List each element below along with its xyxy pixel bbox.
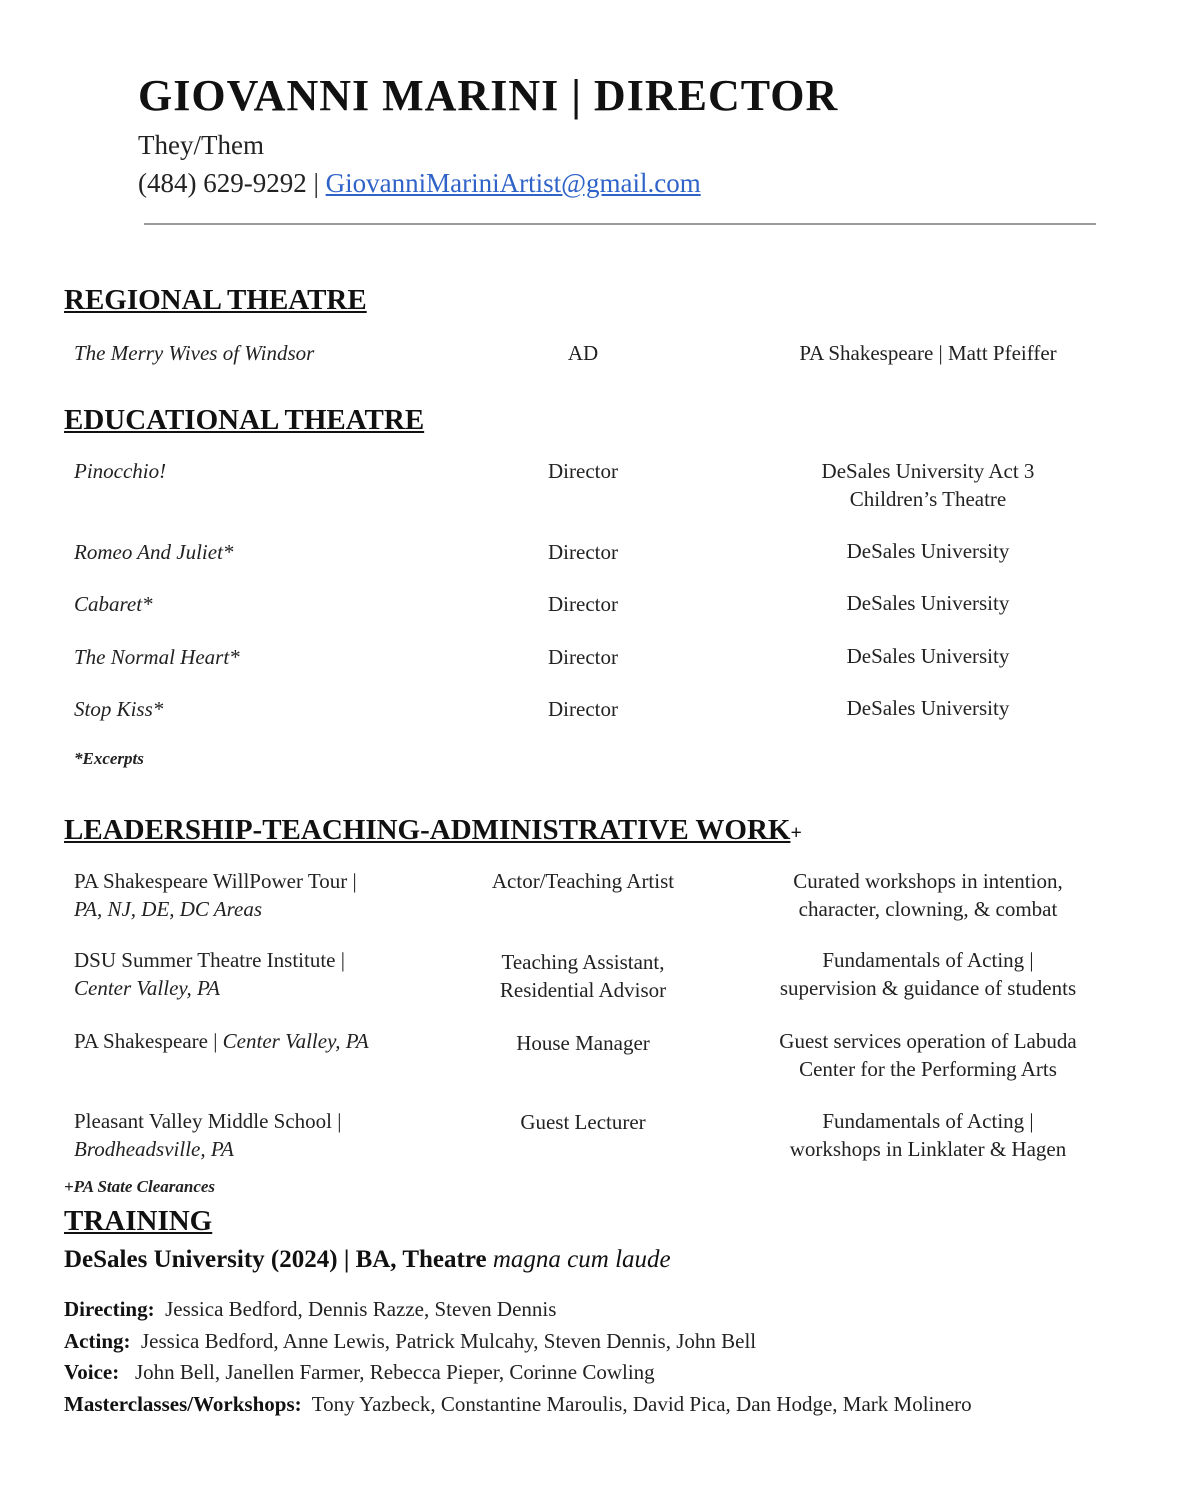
- training-value: Jessica Bedford, Dennis Razze, Steven Dennis: [165, 1297, 557, 1321]
- training-label: Acting:: [64, 1329, 131, 1353]
- excerpts-note: *Excerpts: [74, 749, 144, 768]
- leadership-org: [74, 1107, 434, 1163]
- resume-name: GIOVANNI MARINI | DIRECTOR: [138, 71, 839, 120]
- training-value: Tony Yazbeck, Constantine Maroulis, David Pica, Dan Hodge, Mark Molinero: [311, 1392, 972, 1416]
- role-line: Residential Advisor: [499, 978, 667, 1002]
- training-label: Voice:: [64, 1360, 120, 1384]
- edu-role: Director: [548, 459, 618, 483]
- role-line: Actor/Teaching Artist: [491, 869, 675, 893]
- clearance-mark: +: [790, 822, 802, 844]
- training-value: Jessica Bedford, Anne Lewis, Patrick Mulcahy, Steven Dennis, John Bell: [141, 1329, 757, 1353]
- leadership-role: [448, 1029, 718, 1057]
- desc-line: supervision & guidance of students: [779, 976, 1077, 1000]
- leadership-desc: [728, 1107, 1128, 1163]
- training-label: Masterclasses/Workshops:: [64, 1392, 302, 1416]
- edu-role: Director: [548, 697, 618, 721]
- leadership-org: [74, 1027, 434, 1055]
- edu-company: DeSales University: [846, 696, 1010, 720]
- regional-title: The Merry Wives of Windsor: [74, 341, 315, 365]
- edu-company-line: Children’s Theatre: [849, 487, 1007, 511]
- org-name: PA Shakespeare |: [74, 1029, 223, 1053]
- edu-title: The Normal Heart*: [74, 645, 240, 669]
- section-heading-educational: EDUCATIONAL THEATRE: [64, 404, 425, 436]
- leadership-org: [74, 867, 434, 923]
- edu-role: Director: [548, 592, 618, 616]
- role-line: Teaching Assistant,: [501, 950, 665, 974]
- org-place: Center Valley, PA: [74, 976, 221, 1000]
- edu-company: [728, 457, 1128, 513]
- section-heading-regional: REGIONAL THEATRE: [64, 284, 367, 316]
- org-name: DSU Summer Theatre Institute |: [74, 948, 345, 972]
- degree-school: DeSales University (2024) | BA, Theatre: [64, 1246, 487, 1273]
- org-place: Center Valley, PA: [222, 1029, 369, 1053]
- training-line: [64, 1360, 655, 1385]
- section-heading-leadership: [64, 814, 802, 847]
- leadership-role: [448, 948, 718, 1004]
- leadership-role: [448, 1108, 718, 1136]
- pronouns: They/Them: [138, 130, 264, 160]
- leadership-heading-text: LEADERSHIP-TEACHING-ADMINISTRATIVE WORK: [64, 814, 791, 846]
- degree-line: [64, 1246, 671, 1274]
- header-divider: [144, 223, 1096, 225]
- desc-line: character, clowning, & combat: [798, 897, 1058, 921]
- email-link[interactable]: GiovanniMariniArtist@gmail.com: [325, 168, 701, 198]
- desc-line: Fundamentals of Acting |: [822, 1109, 1034, 1133]
- leadership-desc: [728, 867, 1128, 923]
- leadership-desc: [728, 946, 1128, 1002]
- desc-line: Fundamentals of Acting |: [822, 948, 1034, 972]
- org-name: Pleasant Valley Middle School |: [74, 1109, 342, 1133]
- regional-role: AD: [567, 341, 599, 365]
- edu-company: DeSales University: [846, 591, 1010, 615]
- role-line: Guest Lecturer: [520, 1110, 646, 1134]
- desc-line: Center for the Performing Arts: [799, 1057, 1057, 1081]
- training-label: Directing:: [64, 1297, 155, 1321]
- edu-company-line: DeSales University Act 3: [821, 459, 1035, 483]
- role-line: House Manager: [516, 1031, 650, 1055]
- training-line: [64, 1392, 972, 1417]
- edu-title: Pinocchio!: [74, 459, 167, 483]
- edu-role: Director: [548, 645, 618, 669]
- edu-role: Director: [548, 540, 618, 564]
- training-line: [64, 1329, 756, 1354]
- degree-honors: magna cum laude: [492, 1246, 671, 1273]
- section-heading-training: TRAINING: [64, 1205, 213, 1237]
- phone-number: (484) 629-9292 |: [138, 168, 326, 198]
- edu-title: Stop Kiss*: [74, 697, 164, 721]
- clearances-note: +PA State Clearances: [64, 1177, 216, 1196]
- regional-company: PA Shakespeare | Matt Pfeiffer: [799, 341, 1057, 365]
- edu-company: DeSales University: [846, 539, 1010, 563]
- leadership-role: [448, 867, 718, 895]
- edu-title: Romeo And Juliet*: [74, 540, 234, 564]
- desc-line: workshops in Linklater & Hagen: [789, 1137, 1067, 1161]
- training-value: John Bell, Janellen Farmer, Rebecca Pieper, Corinne Cowling: [134, 1360, 655, 1384]
- org-name: PA Shakespeare WillPower Tour |: [74, 869, 357, 893]
- leadership-org: [74, 946, 434, 1002]
- contact-line: [138, 168, 701, 199]
- desc-line: Curated workshops in intention,: [793, 869, 1063, 893]
- desc-line: Guest services operation of Labuda: [779, 1029, 1077, 1053]
- edu-company: DeSales University: [846, 644, 1010, 668]
- org-place: Brodheadsville, PA: [74, 1137, 234, 1161]
- org-place: PA, NJ, DE, DC Areas: [74, 897, 263, 921]
- training-line: [64, 1297, 556, 1322]
- leadership-desc: [728, 1027, 1128, 1083]
- edu-title: Cabaret*: [74, 592, 153, 616]
